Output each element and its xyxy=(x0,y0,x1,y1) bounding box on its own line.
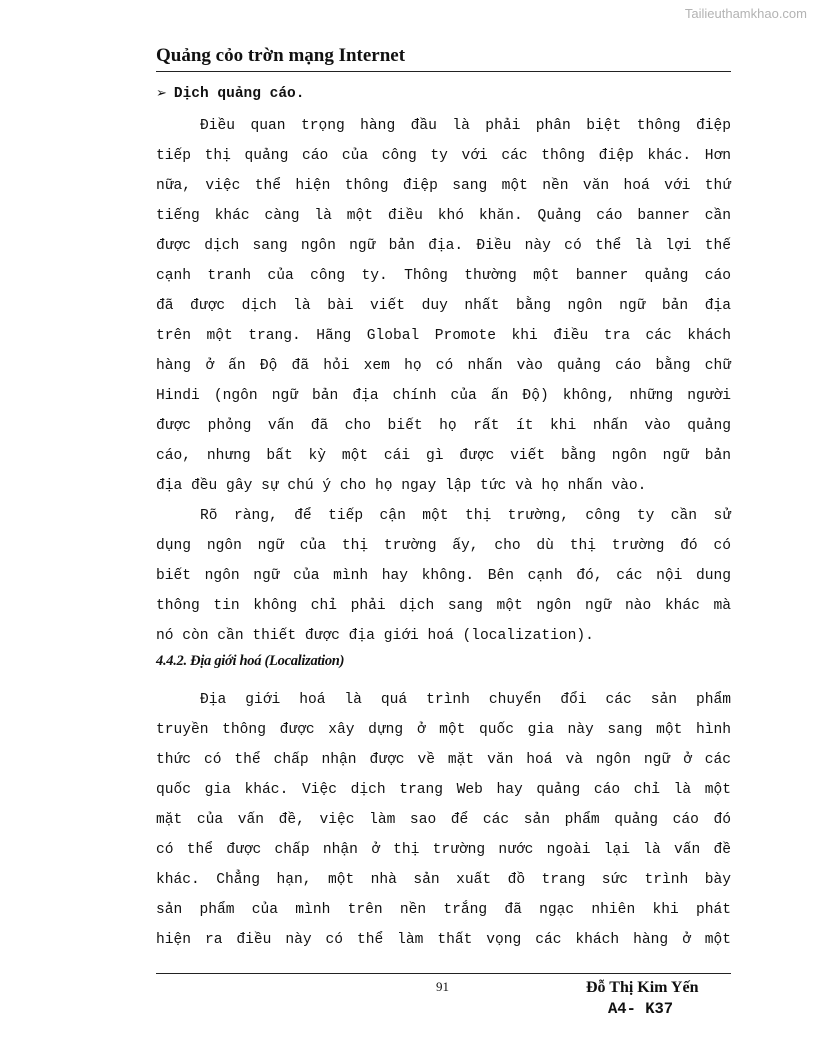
paragraph-line: quốc gia khác. Việc dịch trang Web hay quảng cáo chỉ là một xyxy=(156,782,731,798)
footer-divider xyxy=(156,973,731,974)
paragraph-line: đã được dịch là bài viết duy nhất bằng ngôn ngữ bản địa xyxy=(156,298,731,314)
paragraph-line: sản phẩm của mình trên nền trắng đã ngạc nhiên khi phát xyxy=(156,902,731,918)
paragraph-3 xyxy=(156,685,731,955)
paragraph-line: cáo, nhưng bất kỳ một cái gì được viết bằng ngôn ngữ bản xyxy=(156,448,731,464)
arrow-bullet-icon: ➢ xyxy=(156,86,167,101)
paragraph-line: mặt của vấn đề, việc làm sao để các sản phẩm quảng cáo đó xyxy=(156,812,731,828)
paragraph-line: Hindi (ngôn ngữ bản địa chính của ấn Độ) không, những người xyxy=(156,388,731,404)
page-header-title: Quảng cỏo trờn mạng Internet xyxy=(156,45,406,66)
watermark: Tailieuthamkhao.com xyxy=(684,6,807,21)
section-subheading: 4.4.2. Địa giới hoá (Localization) xyxy=(156,653,345,669)
paragraph-line: thông tin không chỉ phải dịch sang một ngôn ngữ nào khác mà xyxy=(156,598,731,614)
section-bullet xyxy=(156,86,304,102)
paragraph-line: thức có thể chấp nhận được về mặt văn hoá và ngôn ngữ ở các xyxy=(156,752,731,768)
paragraph-line: tiếng khác càng là một điều khó khăn. Quảng cáo banner cần xyxy=(156,208,731,224)
paragraph-line: hiện ra điều này có thể làm thất vọng các khách hàng ở một xyxy=(156,932,731,948)
paragraph-line: nó còn cần thiết được địa giới hoá (localization). xyxy=(156,628,594,644)
paragraph-line: trên một trang. Hãng Global Promote khi điều tra các khách xyxy=(156,328,731,344)
paragraph-line: được phỏng vấn đã cho biết họ rất ít khi nhấn vào quảng xyxy=(156,418,731,434)
paragraph-line: địa đều gây sự chú ý cho họ ngay lập tức và họ nhấn vào. xyxy=(156,478,647,494)
footer-class: A4- K37 xyxy=(608,1000,674,1018)
paragraph-line: Địa giới hoá là quá trình chuyển đổi các sản phẩm xyxy=(200,692,731,708)
footer-author: Đỗ Thị Kim Yến xyxy=(586,979,699,996)
paragraph-line: khác. Chẳng hạn, một nhà sản xuất đồ trang sức trình bày xyxy=(156,872,731,888)
paragraph-line: dụng ngôn ngữ của thị trường ấy, cho dù thị trường đó có xyxy=(156,538,731,554)
paragraph-line: được dịch sang ngôn ngữ bản địa. Điều này có thể là lợi thế xyxy=(156,238,731,254)
paragraph-line: Rõ ràng, để tiếp cận một thị trường, công ty cần sử xyxy=(200,508,731,524)
page-number: 91 xyxy=(436,979,449,994)
paragraph-1 xyxy=(156,111,731,501)
paragraph-line: nữa, việc thể hiện thông điệp sang một nền văn hoá với thứ xyxy=(156,178,731,194)
paragraph-line: truyền thông được xây dựng ở một quốc gia này sang một hình xyxy=(156,722,731,738)
paragraph-line: có thể được chấp nhận ở thị trường nước ngoài lại là vấn đề xyxy=(156,842,731,858)
paragraph-line: hàng ở ấn Độ đã hỏi xem họ có nhấn vào quảng cáo bằng chữ xyxy=(156,358,731,374)
paragraph-line: biết ngôn ngữ của mình hay không. Bên cạnh đó, các nội dung xyxy=(156,568,731,584)
paragraph-line: tiếp thị quảng cáo của công ty với các thông điệp khác. Hơn xyxy=(156,148,731,164)
section-bullet-label: Dịch quảng cáo. xyxy=(173,86,305,102)
paragraph-line: cạnh tranh của công ty. Thông thường một banner quảng cáo xyxy=(156,268,731,284)
paragraph-2 xyxy=(156,501,731,651)
paragraph-line: Điều quan trọng hàng đầu là phải phân biệt thông điệp xyxy=(200,118,731,134)
header-divider xyxy=(156,71,731,72)
